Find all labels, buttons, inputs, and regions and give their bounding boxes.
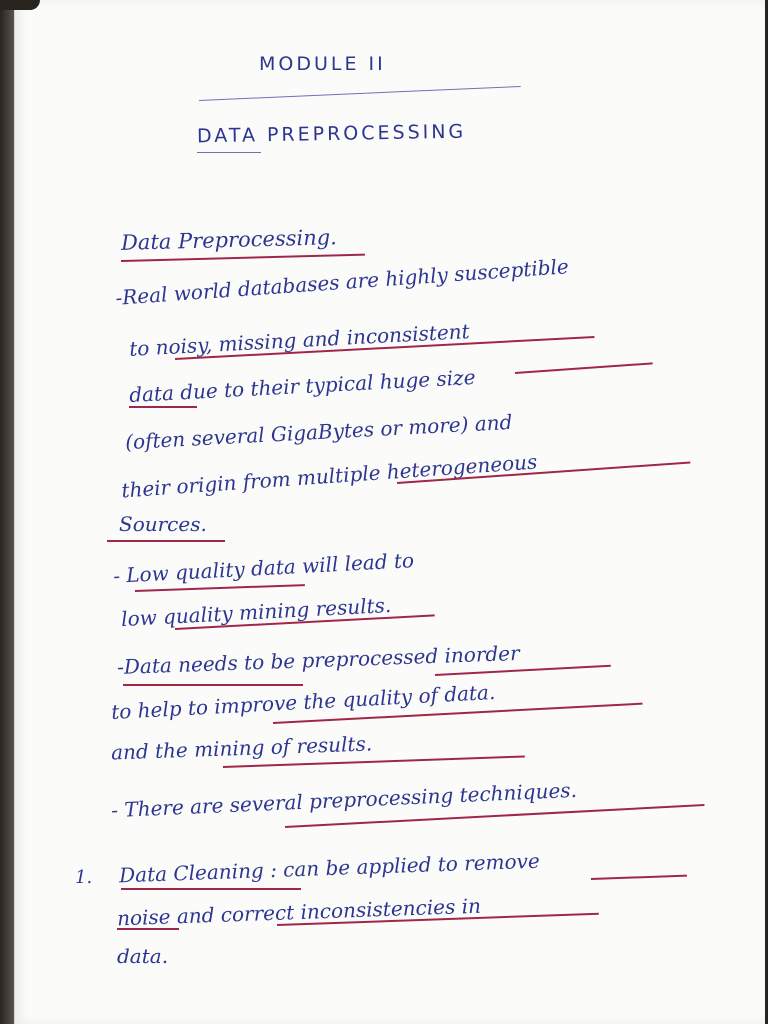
p1-line-5: their origin from multiple heterogeneous [120, 449, 538, 503]
p1-line-1: -Real world databases are highly susceptible [114, 254, 570, 310]
p4-line-1: - There are several preprocessing techniques. [110, 777, 578, 823]
item-1-line-2: noise and correct inconsistencies in [116, 893, 482, 931]
p3-line-1: -Data needs to be preprocessed inorder [116, 640, 520, 680]
section-heading-underline [121, 254, 365, 262]
item-1-number: 1. [75, 867, 93, 888]
notebook-page [14, 0, 765, 1024]
p2-line-2: low quality mining results. [120, 592, 392, 632]
p3-underline-data-needs [123, 684, 303, 686]
item-1-underline-remove [591, 875, 687, 880]
item-1-underline-noise [117, 928, 179, 930]
p1-line-2: to noisy, missing and inconsistent [128, 319, 471, 361]
title-underline [197, 152, 261, 153]
p3-line-3: and the mining of results. [110, 731, 373, 765]
module-rule [199, 86, 521, 101]
p1-underline-sources [107, 540, 225, 542]
p1-line-4: (often several GigaBytes or more) and [124, 409, 513, 455]
item-1-line-1: Data Cleaning : can be applied to remove [118, 848, 541, 888]
page-corner-shadow [0, 0, 40, 10]
p3-line-2: to help to improve the quality of data. [110, 679, 496, 725]
section-heading: Data Preprocessing. [120, 225, 338, 255]
item-1-underline-data-cleaning [121, 888, 301, 890]
p2-line-1: - Low quality data will lead to [112, 548, 415, 588]
p1-underline-data [129, 406, 197, 408]
item-1-line-3: data. [117, 944, 169, 968]
p1-line-6: Sources. [119, 512, 207, 536]
p1-line-3: data due to their typical huge size [128, 364, 477, 408]
module-title: MODULE II [259, 53, 386, 75]
notebook-binding-edge [0, 0, 14, 1024]
page-title: DATA PREPROCESSING [196, 120, 467, 148]
p1-underline-huge-size [515, 362, 653, 374]
